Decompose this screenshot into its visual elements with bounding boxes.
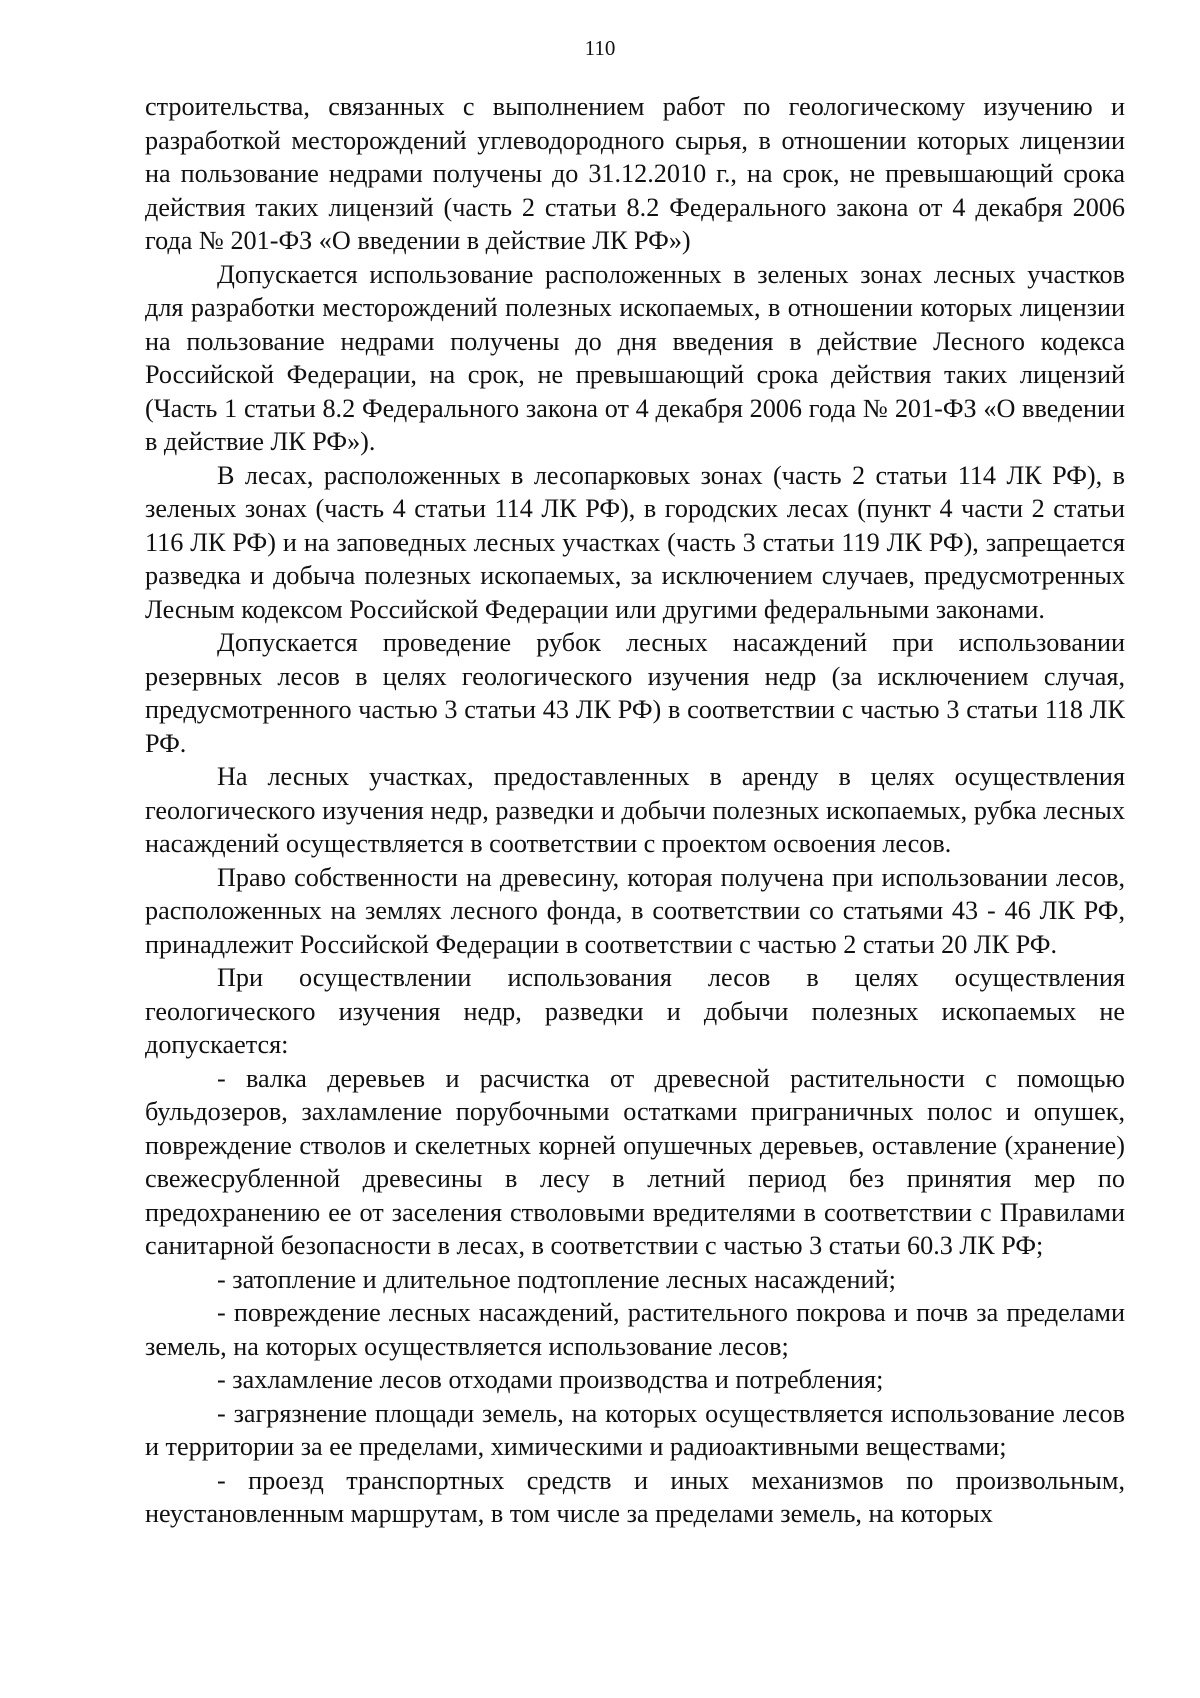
paragraph-green-zones: Допускается использование расположенных в зеленых зонах лесных участков для разработки месторождений полезных ископаемых, в отношении которых лицензии на пользование недрами получены до дня введения в действие Лесного кодекса Российской Федерации, на срок, не превышающий срока действия таких лицензий (Часть 1 статьи 8.2 Федерального закона от 4 декабря 2006 года № 201-ФЗ «О введении в действие ЛК РФ»).: [145, 259, 1125, 456]
paragraph-not-allowed-intro: При осуществлении использования лесов в целях осуществления геологического изучения недр, разведки и добычи полезных ископаемых не допускается:: [145, 963, 1125, 1059]
list-item: - повреждение лесных насаждений, растительного покрова и почв за пределами земель, на которых осуществляется использование лесов;: [145, 1298, 1125, 1361]
paragraph-reserve-forests: Допускается проведение рубок лесных насаждений при использовании резервных лесов в целях геологического изучения недр (за исключением случая, предусмотренного частью 3 статьи 43 ЛК РФ) в соответствии с частью 3 статьи 118 ЛК РФ.: [145, 628, 1125, 758]
list-item: - валка деревьев и расчистка от древесной растительности с помощью бульдозеров, захламление порубочными остатками приграничных полос и опушек, повреждение стволов и скелетных корней опушечных деревьев, оставление (хранение) свежесрубленной древесины в лесу в летний период без принятия мер по предохранению ее от заселения стволовыми вредителями в соответствии с Правилами санитарной безопасности в лесах, в соответствии с частью 3 статьи 60.3 ЛК РФ;: [145, 1063, 1125, 1260]
paragraph-wood-ownership: Право собственности на древесину, которая получена при использовании лесов, расположенных на землях лесного фонда, в соответствии со статьями 43 - 46 ЛК РФ, принадлежит Российской Федерации в соответствии с частью 2 статьи 20 ЛК РФ.: [145, 862, 1125, 959]
document-body: [145, 90, 1125, 1531]
page-number: 110: [584, 36, 616, 60]
paragraph-continuation: строительства, связанных с выполнением работ по геологическому изучению и разработкой месторождений углеводородного сырья, в отношении которых лицензии на пользование недрами получены до 31.12.2010 г., на срок, не превышающий срока действия таких лицензий (часть 2 статьи 8.2 Федерального закона от 4 декабря 2006 года № 201-ФЗ «О введении в действие ЛК РФ»): [145, 92, 1125, 255]
list-item: - загрязнение площади земель, на которых осуществляется использование лесов и территории за ее пределами, химическими и радиоактивными веществами;: [145, 1398, 1125, 1461]
list-item: - проезд транспортных средств и иных механизмов по произвольным, неустановленным маршрутам, в том числе за пределами земель, на которых: [145, 1465, 1125, 1528]
list-item: - затопление и длительное подтопление лесных насаждений;: [217, 1264, 896, 1294]
paragraph-prohibition-zones: В лесах, расположенных в лесопарковых зонах (часть 2 статьи 114 ЛК РФ), в зеленых зонах (часть 4 статьи 114 ЛК РФ), в городских лесах (пункт 4 части 2 статьи 116 ЛК РФ) и на заповедных лесных участках (часть 3 статьи 119 ЛК РФ), запрещается разведка и добыча полезных ископаемых, за исключением случаев, предусмотренных Лесным кодексом Российской Федерации или другими федеральными законами.: [145, 460, 1125, 624]
list-item: - захламление лесов отходами производства и потребления;: [217, 1365, 884, 1394]
paragraph-leased-plots: На лесных участках, предоставленных в аренду в целях осуществления геологического изучения недр, разведки и добычи полезных ископаемых, рубка лесных насаждений осуществляется в соответствии с проектом освоения лесов.: [145, 762, 1125, 858]
